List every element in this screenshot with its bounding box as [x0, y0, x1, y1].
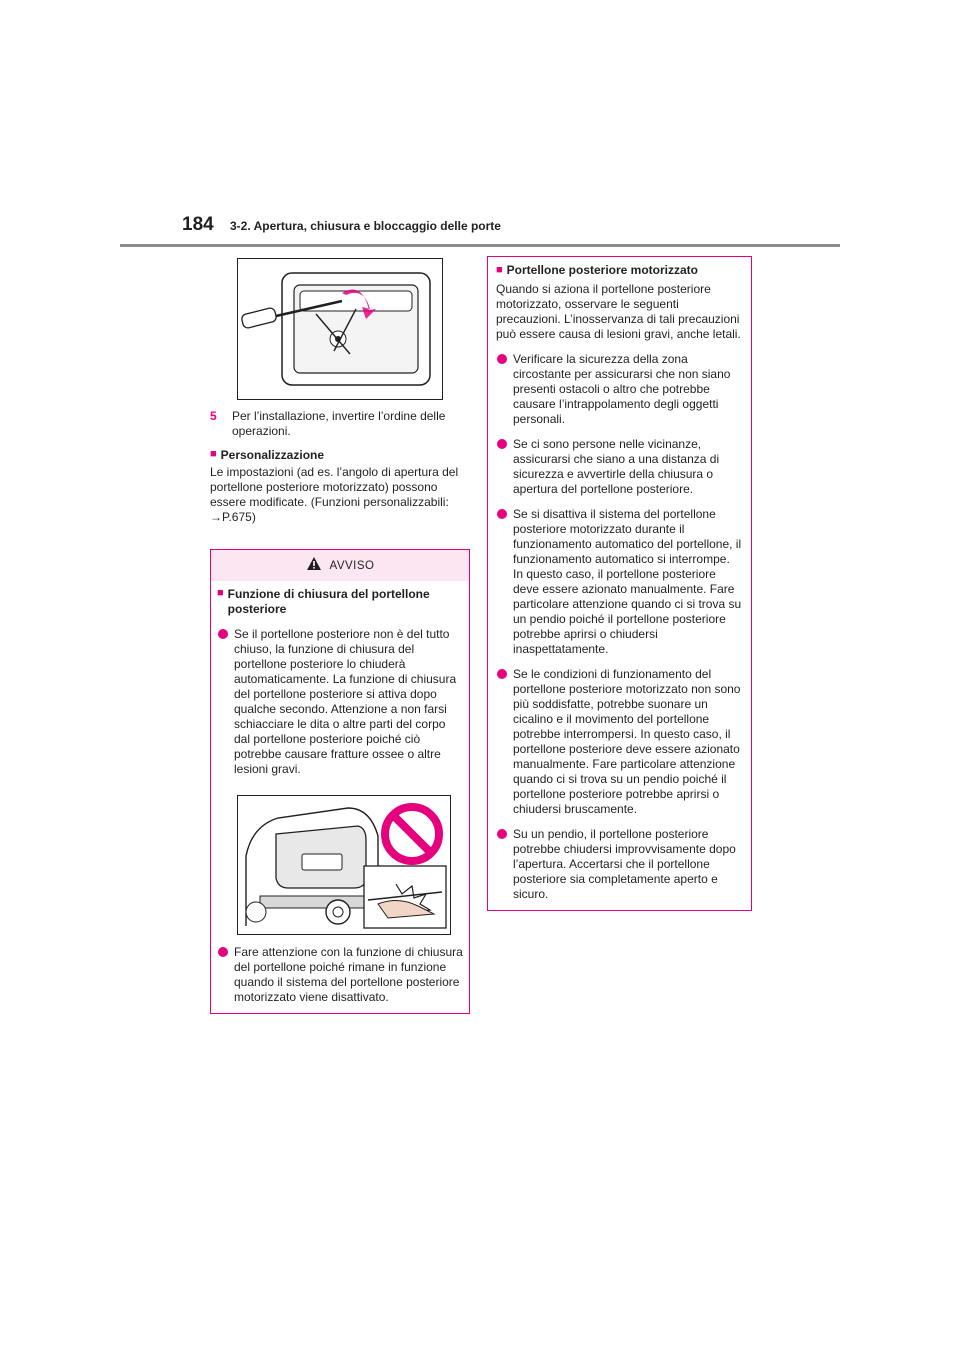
right-bullet-1: [496, 352, 743, 427]
section-title: 3-2. Apertura, chiusura e bloccaggio delle porte: [230, 219, 501, 233]
tailgate-illustration: [237, 795, 451, 935]
round-bullet-icon: [218, 629, 228, 639]
step-text: Per l’installazione, invertire l’ordine delle operazioni.: [232, 409, 446, 438]
screwdriver-illustration: [237, 258, 443, 400]
custom-text: Le impostazioni (ad es. l’angolo di apertura del portellone posteriore motorizzato) possono essere modificate. (Funzioni personalizzabili: →P.675): [210, 465, 459, 524]
right-bullet-4: [496, 667, 743, 817]
round-bullet-icon: [497, 509, 507, 519]
warning-box: [210, 549, 470, 1014]
round-bullet-icon: [497, 439, 507, 449]
right-heading: Portellone posteriore motorizzato: [506, 263, 699, 277]
warning-heading: Funzione di chiusura del portellone posteriore: [227, 587, 430, 616]
custom-heading-row: [210, 448, 470, 463]
round-bullet-icon: [497, 354, 507, 364]
custom-heading: Personalizzazione: [220, 448, 325, 462]
right-bullet-3: [496, 507, 743, 657]
right-bullet-text: Su un pendio, il portellone posteriore potrebbe chiudersi improvvisamente dopo l’apertura. Accertarsi che il portellone posteriore sia completamente aperto e sicuro.: [513, 827, 736, 901]
right-bullet-2: [496, 437, 743, 497]
square-bullet-icon: ■: [217, 587, 224, 599]
right-bullet-5: [496, 827, 743, 902]
step-number: 5: [210, 409, 217, 423]
header-rule: [120, 244, 840, 247]
warning-bullet-text: Fare attenzione con la funzione di chiusura del portellone poiché rimane in funzione quando il sistema del portellone posteriore motorizzato viene disattivato.: [234, 945, 463, 1004]
step-5: [210, 409, 470, 439]
round-bullet-icon: [218, 947, 228, 957]
prohibited-icon: [385, 807, 439, 861]
warning-bullet: [217, 627, 463, 777]
warning-bullet: [217, 945, 463, 1005]
warning-triangle-icon: [306, 556, 322, 576]
round-bullet-icon: [497, 669, 507, 679]
right-heading-row: [496, 263, 743, 278]
warning-bullet-text: Se il portellone posteriore non è del tutto chiuso, la funzione di chiusura del portellone posteriore lo chiuderà automaticamente. La funzione di chiusura del portellone posteriore si attiva dopo qualche secondo. Attenzione a non farsi schiacciare le dita o altre parti del corpo dal portellone posteriore poiché ciò potrebbe causare fratture ossee o altre lesioni gravi.: [234, 627, 457, 776]
right-bullet-text: Verificare la sicurezza della zona circostante per assicurarsi che non siano presenti ostacoli o altro che potrebbe causare l’intrappolamento degli oggetti personali.: [513, 352, 731, 426]
page-number: 184: [182, 214, 214, 235]
right-bullet-text: Se ci sono persone nelle vicinanze, assicurarsi che siano a una distanza di sicurezza e avvertirle della chiusura o apertura del portellone posteriore.: [513, 437, 720, 496]
warning-title: AVVISO: [329, 559, 375, 572]
left-column: [210, 258, 470, 1014]
square-bullet-icon: ■: [496, 264, 503, 276]
warning-body: [211, 587, 469, 1013]
warning-header: [211, 550, 469, 581]
right-bullet-text: Se si disattiva il sistema del portellone posteriore motorizzato durante il funzionamento automatico del portellone, il funzionamento automatico si interrompe. In questo caso, il portellone posteriore deve essere azionato manualmente. Fare particolare attenzione quando ci si trova su un pendio poiché il portellone posteriore potrebbe aprirsi o chiudersi inaspettatamente.: [513, 507, 742, 656]
right-intro: Quando si aziona il portellone posteriore motorizzato, osservare le seguenti precauzioni. L’inosservanza di tali precauzioni può essere causa di lesioni gravi, anche letali.: [496, 282, 741, 341]
square-bullet-icon: ■: [210, 448, 217, 460]
right-warning-box: [487, 256, 752, 911]
right-bullet-text: Se le condizioni di funzionamento del portellone posteriore motorizzato non sono più soddisfatte, potrebbe suonare un cicalino e il movimento del portellone potrebbe interrompersi. In questo caso, il portellone posteriore deve essere azionato manualmente. Fare particolare attenzione quando ci si trova su un pendio poiché il portellone posteriore potrebbe aprirsi o chiudersi bruscamente.: [513, 667, 741, 816]
round-bullet-icon: [497, 829, 507, 839]
warning-heading-row: [217, 587, 463, 617]
